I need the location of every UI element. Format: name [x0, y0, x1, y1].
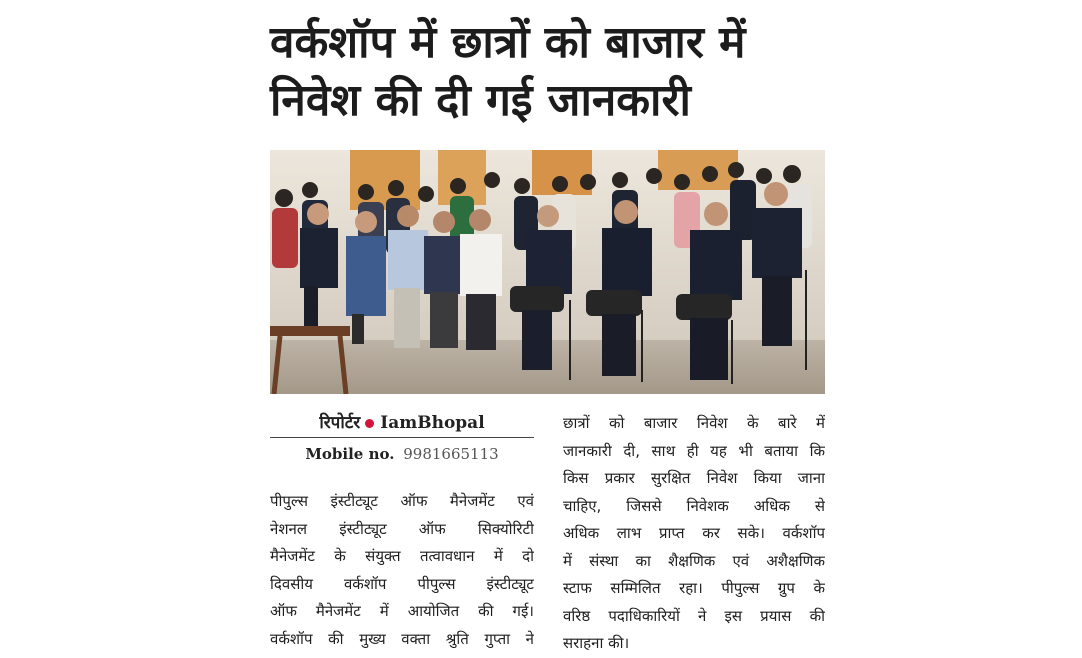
body-line: वर्कशॉप की मुख्य वक्ता श्रुति गुप्ता ने	[270, 629, 534, 648]
body-line: वरिष्ठ पदाधिकारियों ने इस प्रयास की	[563, 606, 825, 625]
group-photo	[270, 150, 825, 394]
body-line: में संस्था का शैक्षणिक एवं अशैक्षणिक	[563, 551, 825, 570]
headline-line-2: निवेश की दी गई जानकारी	[270, 75, 691, 126]
article-body-left-column	[270, 488, 534, 653]
bullet-dot-icon	[365, 419, 374, 428]
byline-label: रिपोर्टर	[319, 413, 361, 433]
body-line: दिवसीय वर्कशॉप पीपुल्स इंस्टीट्यूट	[270, 574, 534, 593]
body-line: जानकारी दी, साथ ही यह भी बताया कि	[563, 441, 825, 460]
group-photo-icon	[270, 150, 825, 394]
reporter-mobile	[270, 445, 534, 463]
body-line: पीपुल्स इंस्टीट्यूट ऑफ मैनेजमेंट एवं	[270, 492, 534, 510]
mobile-number: 9981665113	[403, 445, 499, 463]
body-line: मैनेजमेंट के संयुक्त तत्वावधान में दो	[270, 547, 534, 565]
reporter-byline	[270, 410, 534, 433]
byline-name: IamBhopal	[380, 413, 485, 433]
body-line: ऑफ मैनेजमेंट में आयोजित की गई।	[270, 602, 534, 620]
body-line: स्टाफ सम्मिलित रहा। पीपुल्स ग्रुप के	[563, 579, 825, 597]
body-line: छात्रों को बाजार निवेश के बारे में	[563, 414, 825, 432]
body-line: नेशनल इंस्टीट्यूट ऑफ सिक्योरिटी	[270, 519, 534, 538]
article-headline	[270, 14, 830, 130]
article-body-right-column	[563, 410, 825, 658]
body-line: अधिक लाभ प्राप्त कर सके। वर्कशॉप	[563, 524, 825, 542]
headline-line-1: वर्कशॉप में छात्रों को बाजार में	[270, 17, 746, 68]
body-line: किस प्रकार सुरक्षित निवेश किया जाना	[563, 469, 825, 487]
body-line: चाहिए, जिससे निवेशक अधिक से	[563, 496, 825, 515]
body-line: सराहना की।	[563, 634, 630, 652]
byline-divider	[270, 437, 534, 438]
mobile-label: Mobile no.	[305, 445, 395, 463]
